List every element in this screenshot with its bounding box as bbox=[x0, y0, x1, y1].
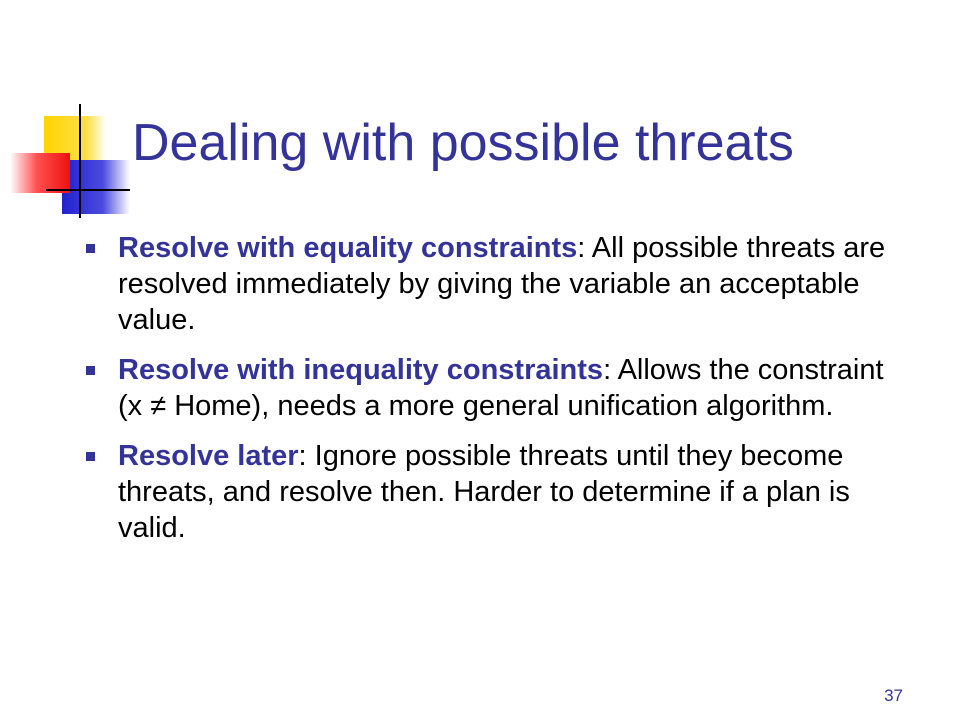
bullet-item bbox=[86, 438, 886, 546]
bullet-item bbox=[86, 230, 886, 338]
bullet-text: : All possible threats are resolved immediately by giving the variable an acceptable value. bbox=[118, 232, 886, 336]
blue-square bbox=[62, 160, 130, 214]
square-bullet-icon bbox=[86, 452, 95, 461]
bullet-term: Resolve with inequality constraints bbox=[118, 354, 604, 386]
slide-title: Dealing with possible threats bbox=[132, 114, 794, 172]
bullet-term: Resolve with equality constraints bbox=[118, 232, 578, 264]
bullet-list bbox=[86, 230, 886, 560]
bullet-text: : Allows the constraint (x ≠ Home), needs a more general unification algorithm. bbox=[118, 354, 884, 422]
bullet-text: : Ignore possible threats until they become threats, and resolve then. Harder to determine if a plan is valid. bbox=[118, 440, 850, 544]
red-square bbox=[10, 153, 70, 193]
bullet-term: Resolve later bbox=[118, 440, 299, 472]
square-bullet-icon bbox=[86, 244, 95, 253]
square-bullet-icon bbox=[86, 366, 95, 375]
bullet-item bbox=[86, 352, 886, 424]
decorative-squares-logo bbox=[0, 0, 140, 230]
page-number: 37 bbox=[884, 686, 903, 705]
